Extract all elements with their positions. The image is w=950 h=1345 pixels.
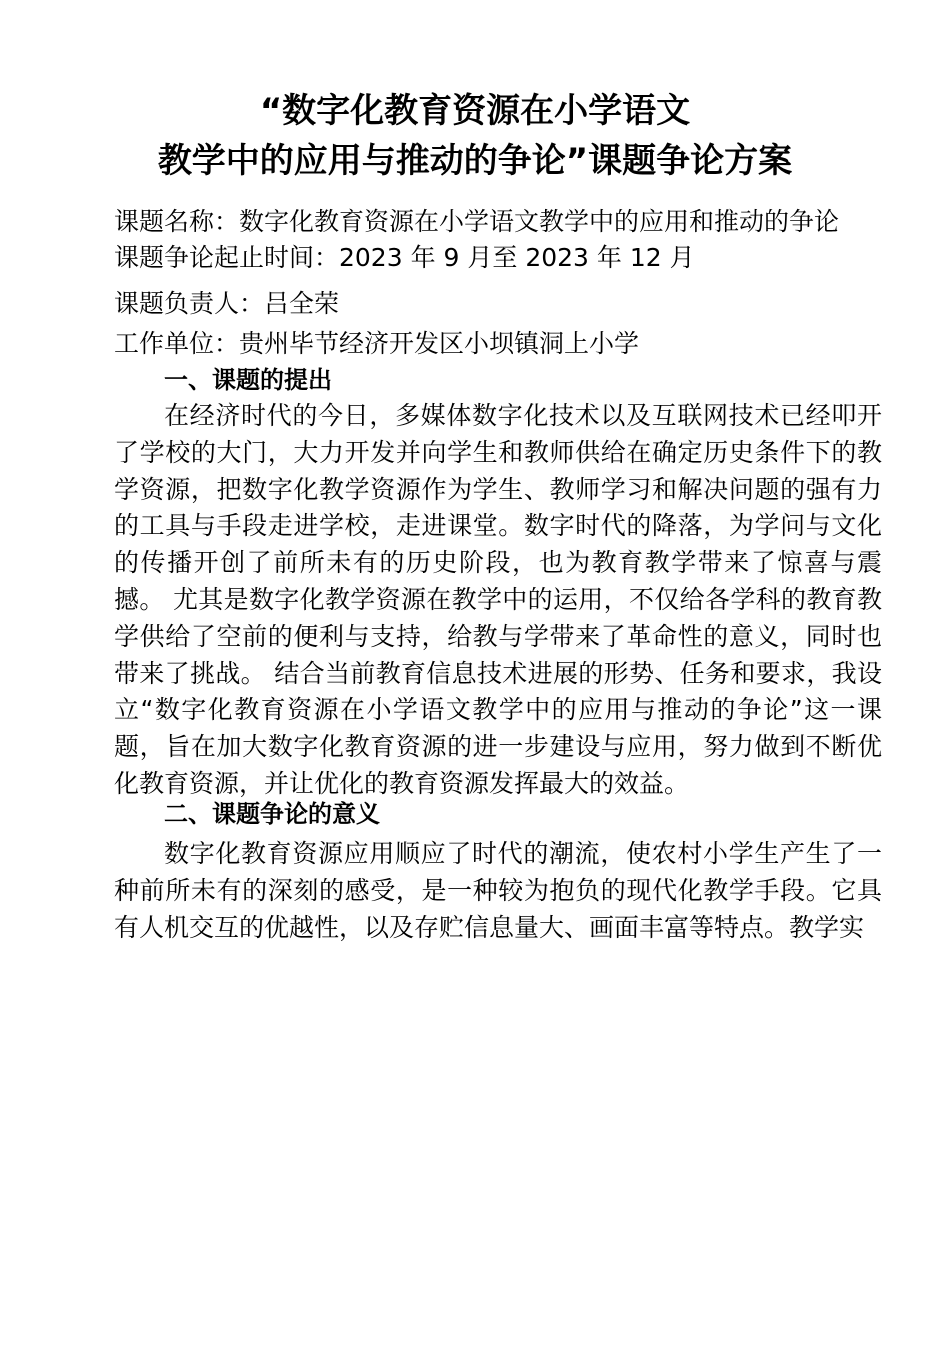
- section-paragraph-2: 数字化教育资源应用顺应了时代的潮流，使农村小学生产生了一种前所未有的深刻的感受，是一种较为抱负的现代化教学手段。它具有人机交互的优越性，以及存贮信息量大、画面丰富等特点。教学实: [114, 839, 882, 942]
- title-line-1: “数字化教育资源在小学语文: [259, 91, 691, 131]
- research-period: 课题争论起止时间：2023 年 9 月至 2023 年 12 月: [114, 243, 695, 272]
- work-unit: 工作单位：贵州毕节经济开发区小坝镇洞上小学: [114, 329, 640, 358]
- title-line-2: 教学中的应用与推动的争论”课题争论方案: [157, 141, 793, 181]
- topic-name: 课题名称：数字化教育资源在小学语文教学中的应用和推动的争论: [114, 207, 840, 236]
- project-leader: 课题负责人：吕全荣: [114, 289, 340, 318]
- section-heading-2: 二、课题争论的意义: [164, 800, 380, 828]
- document-title: [0, 86, 950, 186]
- section-heading-1: 一、课题的提出: [164, 366, 332, 394]
- section-paragraph-1: 在经济时代的今日，多媒体数字化技术以及互联网技术已经叩开了学校的大门，大力开发并向学生和教师供给在确定历史条件下的教学资源，把数字化教学资源作为学生、教师学习和解决问题的强有力的工具与手段走进学校，走进课堂。数字时代的降落，为学问与文化的传播开创了前所未有的历史阶段，也为教育教学带来了惊喜与震撼。 尤其是数字化教学资源在教学中的运用，不仅给各学科的教育教学供给了空前的便利与支持，给教与学带来了革命性的意义，同时也带来了挑战。 结合当前教育信息技术进展的形势、任务和要求，我设立“数字化教育资源在小学语文教学中的应用与推动的争论”这一课题，旨在加大数字化教育资源的进一步建设与应用，努力做到不断优化教育资源，并让优化的教育资源发挥最大的效益。: [114, 401, 882, 798]
